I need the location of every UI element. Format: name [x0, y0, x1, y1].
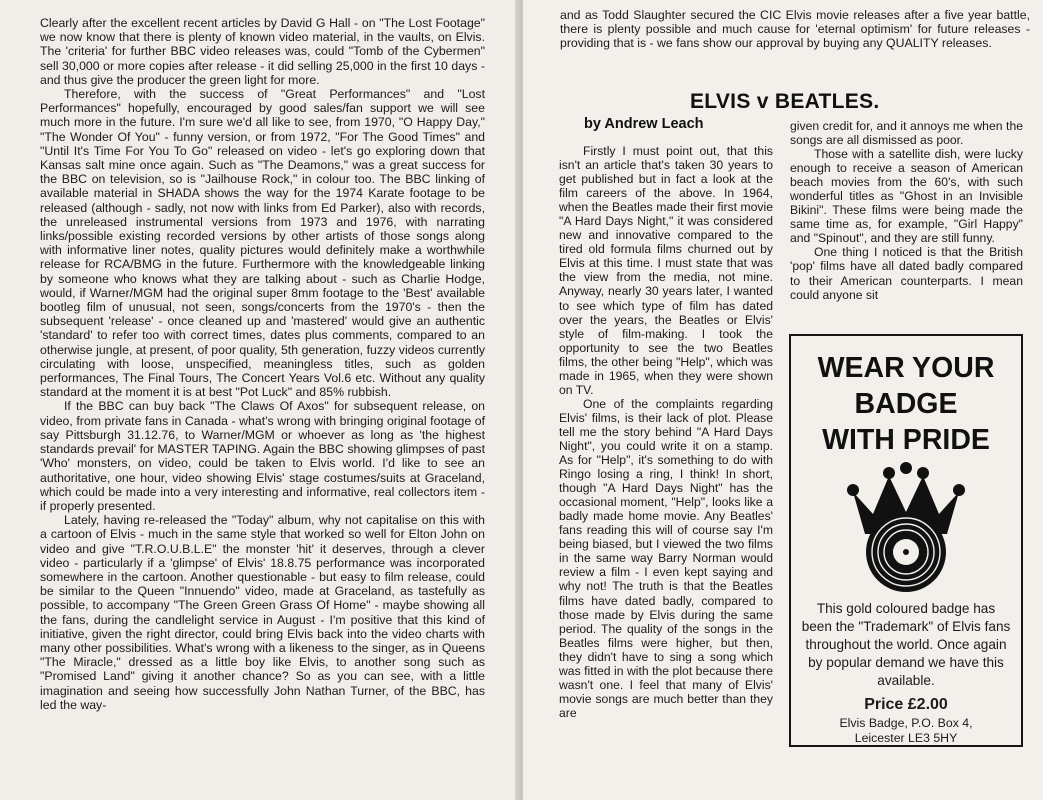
ad-headline-line: WITH PRIDE — [822, 424, 990, 456]
article-column-right — [790, 119, 1023, 302]
continued-article-text — [560, 8, 1030, 51]
ad-headline-line: BADGE — [854, 388, 958, 420]
ad-headline-line: WEAR YOUR — [817, 352, 995, 384]
left-article-body — [40, 16, 485, 712]
crown-record-icon — [843, 462, 969, 594]
badge-advertisement — [789, 334, 1023, 747]
ad-address-line: Elvis Badge, P.O. Box 4, — [839, 716, 973, 730]
paragraph: Lately, having re-released the "Today" album, why not capitalise on this with a cartoon of Elvis - much in the same style that worked so well for Elton John on video and give "T.R.O.U.B.L.E" the monster 'hit' it deserves, through a clever video - particularly if a 'glimpse' of Elvis' 18.8.75 performance was incorporated somewhere in the cartoon. Another questionable - but easy to film release, could be similar to the Queen "Innuendo" video, made at Graceland, as tastefully as possible, to accompany "The Green Green Grass Of Home" - maybe showing all the fans, during the candlelight service in August - I'm positive that this kind of initiative, given the right director, could bring Elvis back into the video charts with many other possibilities. What's wrong with a likeness to the singer, as in Queens "The Miracle," dressed as a little boy like Elvis, to another song such as "Promised Land" giving it another chance? So as you can see, with a little imagination and seeing how successfully John Nathan Turner, of the BBC, has led the way- — [40, 513, 485, 712]
paragraph: Firstly I must point out, that this isn't an article that's taken 30 years to get published but in fact a look at the film careers of the above. In 1964, when the Beatles made their first movie "A Hard Days Night," it was considered new and innovative compared to the tired old formula films churned out by Elvis at this time. I must state that was the view from the media, not mine. Anyway, nearly 30 years later, I wanted to see which type of film has dated over the years, the Beatles or Elvis' style of film-making. I took the opportunity to see the two Beatles films, the other being "Help", which was made in 1965, when they were shown on TV. — [559, 144, 773, 397]
paragraph: One thing I noticed is that the British 'pop' films have all dated badly compared to their American counterparts. I mean could anyone sit — [790, 245, 1023, 302]
paragraph: Clearly after the excellent recent articles by David G Hall - on "The Lost Footage" we now know that there is plenty of known video material, in the vaults, on Elvis. The 'criteria' for further BBC video releases was, could "Tomb of the Cybermen" sell 30,000 or more copies after release - it did selling 25,000 in the first 10 days - and thus give the producer the green light for more. — [40, 16, 485, 87]
paragraph: Therefore, with the success of "Great Performances" and "Lost Performances" hopefully, encouraged by good sales/fan support we will see much more in the future. I'm sure we'd all like to see, from 1970, "O Happy Day," "The Wonder Of You" - funny version, or from 1972, "For The Good Times" and "Until It's Time For You To Go" released on video - let's go exploring down that Kansas salt mine once again. Such as "The Deamons," was a great success for the BBC on television, so is "Jailhouse Rock," in colour too. The BBC linking of available material in SHADA shows the way for the 1974 Karate footage to be released (although - sadly, not now with links from Ed Parker), also with records, the unreleased instrumental versions from 1973 and 1976, with narrating links/possible existing recorded versions by other artists of those songs along with informative liner notes, quality pictures would definitely make a worthwhile release for RCA/BMG in the future. Furthermore with the knowledgeable linking by someone who knows what they are talking about - such as Charlie Hodge, would, if Warner/MGM had the original super 8mm footage to the 'Best' available bootleg film of unusual, not seen, songs/concerts from the 1970's - then the subsequent 'release' - once cleaned up and 'mastered' would give an authentic 'standard' to refer too with correct times, dates plus comments, compared to an otherwise jungle, at present, of poor quality, 5th generation, fuzzy videos currently circulating with loose, unspecified, meaningless titles, such as golden performances, The Final Tours, The Concert Years Vol.6 etc. Without any quality standard at the moment it is at best "Pot Luck" and 85% rubbish. — [40, 87, 485, 400]
article-byline: by Andrew Leach — [584, 116, 704, 132]
paragraph: Those with a satellite dish, were lucky enough to receive a season of American beach movies from the 60's, with such wonderful titles as "Ghost in an Invisible Bikini". These films were being made the same time as, for example, "Girl Happy" and "Spinout", and they are still funny. — [790, 147, 1023, 246]
ad-price: Price £2.00 — [864, 696, 948, 713]
left-page — [0, 0, 519, 800]
ad-address-line: Leicester LE3 5HY — [854, 731, 958, 745]
paragraph: and as Todd Slaughter secured the CIC Elvis movie releases after a five year battle, there is plenty possible and much cause for 'eternal optimism' for future releases - providing that is - we fans show our approval by buying any QUALITY releases. — [560, 8, 1030, 51]
paragraph: If the BBC can buy back "The Claws Of Axos" for subsequent release, on video, from private fans in Canada - what's wrong with bringing original footage of say Pittsburgh 31.12.76, to Warner/MGM or whoever as long as 'the highest standards prevail' for MASTER TAPING. Again the BBC showing glimpses of past 'Who' monsters, on video, could be taken to Elvis world. I'd like to see an authoritative, one hour, video showing Elvis' stage costumes/suits at Graceland, which could be made into a very interesting and informative, real collectors item - if properly presented. — [40, 399, 485, 513]
article-column-left — [559, 144, 773, 720]
paragraph: One of the complaints regarding Elvis' films, is their lack of plot. Please tell me the story behind "A Hard Days Night", you could write it on a stamp. As for "Help", it's something to do with Ringo losing a ring, I think! In short, though "A Hard Days Night" has the occasional moment, "Help", looks like a badly made home movie. Any Beatles' fans reading this will of course say I'm being biased, but I viewed the two films in the same way Barry Norman would review a film - I even kept saying and why not! The truth is that the Beatles films have dated badly, compared to those made by Elvis during the same period. The quality of the songs in the Beatles films were higher, but then, they didn't have to sing a song which was fitted in with the plot because there wasn't one. I feel that many of Elvis' movie songs are much better than they are — [559, 396, 773, 720]
article-title: ELVIS v BEATLES. — [690, 90, 880, 113]
paragraph: given credit for, and it annoys me when the songs are all dismissed as poor. — [790, 119, 1023, 148]
ad-description: This gold coloured badge has been the "Trademark" of Elvis fans throughout the world. Once again by popular demand we have this available. — [801, 601, 1011, 688]
ad-headline — [791, 350, 1021, 458]
